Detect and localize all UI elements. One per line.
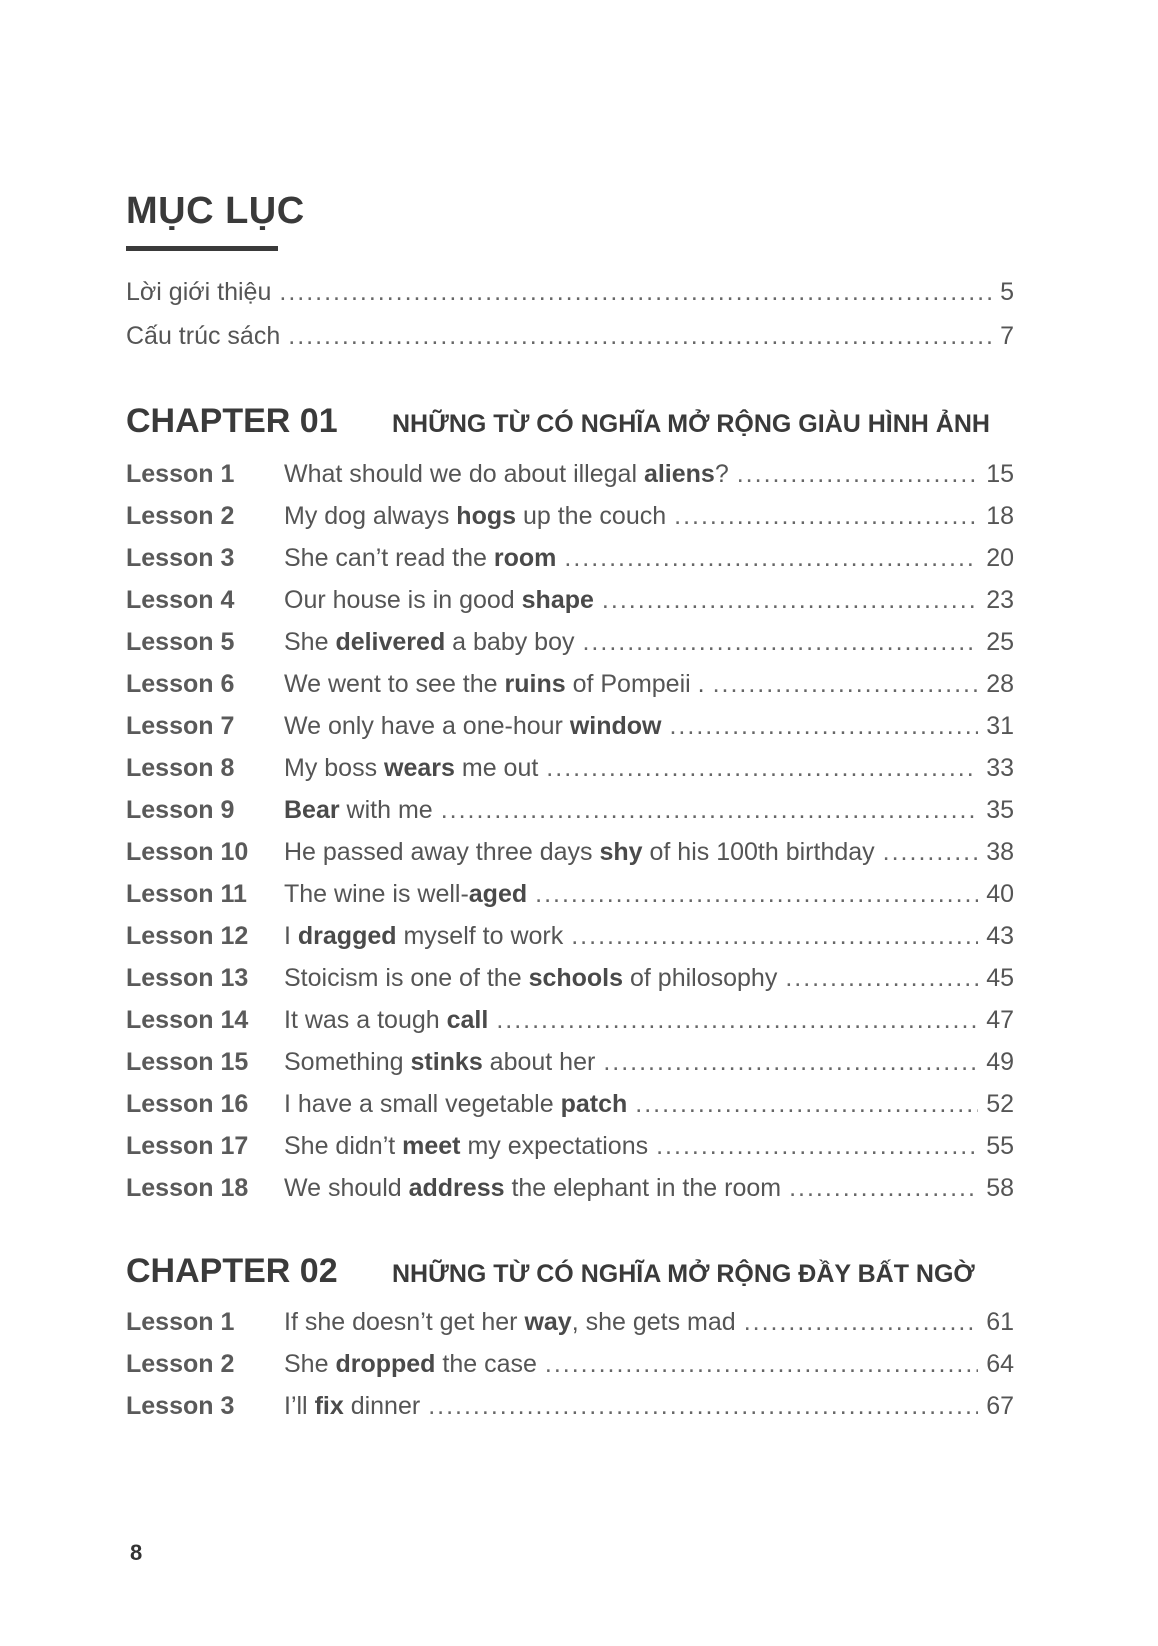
- lesson-keyword: way: [524, 1308, 572, 1336]
- dot-leader: [737, 460, 978, 489]
- lesson-title-pre: Stoicism is one of the: [284, 964, 529, 992]
- lesson-keyword: delivered: [335, 628, 446, 656]
- lesson-title-post: a baby boy: [445, 628, 575, 656]
- lesson-label: Lesson 9: [126, 796, 235, 824]
- toc-title: MỤC LỤC: [126, 190, 305, 232]
- lesson-title-pre: My dog always: [284, 502, 457, 530]
- toc-lesson-entry[interactable]: [126, 670, 1014, 706]
- lesson-title: [284, 796, 433, 825]
- lesson-label: Lesson 17: [126, 1132, 249, 1160]
- lesson-title-post: about her: [482, 1048, 596, 1076]
- lesson-title: [284, 544, 556, 573]
- lesson-title-post: of Pompeii .: [565, 670, 705, 698]
- lesson-label: Lesson 18: [126, 1174, 249, 1202]
- lesson-title: [284, 586, 594, 615]
- lesson-page: 52: [986, 1090, 1014, 1118]
- lesson-title-pre: What should we do about illegal: [284, 460, 644, 488]
- lesson-label: Lesson 3: [126, 1392, 235, 1420]
- lesson-title: [284, 1006, 488, 1035]
- lesson-title: [284, 1308, 736, 1337]
- toc-lesson-entry[interactable]: [126, 1392, 1014, 1428]
- lesson-keyword: patch: [560, 1090, 628, 1118]
- toc-lesson-entry[interactable]: [126, 712, 1014, 748]
- toc-lesson-entry[interactable]: [126, 1308, 1014, 1344]
- lesson-page: 67: [986, 1392, 1014, 1420]
- dot-leader: [571, 922, 978, 951]
- lesson-keyword: shy: [599, 838, 643, 866]
- lesson-page: 31: [986, 712, 1014, 740]
- dot-leader: [441, 796, 979, 825]
- lesson-title: [284, 628, 574, 657]
- lesson-title: [284, 964, 777, 993]
- lesson-page: 15: [986, 460, 1014, 488]
- lesson-title: [284, 1350, 537, 1379]
- dot-leader: [744, 1308, 979, 1337]
- dot-leader: [546, 754, 978, 783]
- lesson-title: [284, 502, 666, 531]
- dot-leader: [564, 544, 978, 573]
- lesson-page: 25: [986, 628, 1014, 656]
- lesson-label: Lesson 1: [126, 1308, 235, 1336]
- lesson-label: Lesson 7: [126, 712, 235, 740]
- lesson-title-post: the elephant in the room: [504, 1174, 782, 1202]
- lesson-page: 20: [986, 544, 1014, 572]
- lesson-title-pre: My boss: [284, 754, 385, 782]
- dot-leader: [789, 1174, 978, 1203]
- toc-lesson-entry[interactable]: [126, 1090, 1014, 1126]
- toc-lesson-entry[interactable]: [126, 460, 1014, 496]
- lesson-label: Lesson 3: [126, 544, 235, 572]
- lesson-label: Lesson 6: [126, 670, 235, 698]
- dot-leader: [428, 1392, 978, 1421]
- lesson-title-post: ?: [714, 460, 729, 488]
- toc-lesson-entry[interactable]: [126, 586, 1014, 622]
- lesson-label: Lesson 11: [126, 880, 247, 908]
- lesson-title-pre: The wine is well-: [284, 880, 469, 908]
- lesson-title-pre: She can’t read the: [284, 544, 494, 572]
- lesson-title-pre: We only have a one-hour: [284, 712, 570, 740]
- lesson-keyword: wears: [384, 754, 455, 782]
- lesson-title: [284, 712, 661, 741]
- lesson-title: [284, 1392, 420, 1421]
- lesson-page: 49: [986, 1048, 1014, 1076]
- lesson-keyword: aged: [468, 880, 528, 908]
- lesson-keyword: fix: [314, 1392, 344, 1420]
- toc-lesson-entry[interactable]: [126, 754, 1014, 790]
- lesson-title-pre: I have a small vegetable: [284, 1090, 561, 1118]
- toc-lesson-entry[interactable]: [126, 1132, 1014, 1168]
- lesson-keyword: dropped: [335, 1350, 436, 1378]
- lesson-keyword: dragged: [297, 922, 397, 950]
- lesson-page: 61: [986, 1308, 1014, 1336]
- lesson-title: [284, 670, 705, 699]
- lesson-page: 28: [986, 670, 1014, 698]
- toc-lesson-entry[interactable]: [126, 922, 1014, 958]
- lesson-title-post: dinner: [343, 1392, 421, 1420]
- dot-leader: [288, 322, 992, 351]
- lesson-title: [284, 1090, 627, 1119]
- chapter-title: NHỮNG TỪ CÓ NGHĨA MỞ RỘNG ĐẦY BẤT NGỜ: [392, 1260, 975, 1288]
- lesson-title-post: of his 100th birthday: [642, 838, 875, 866]
- lesson-label: Lesson 4: [126, 586, 235, 614]
- lesson-title-post: with me: [339, 796, 433, 824]
- lesson-title-pre: Something: [284, 1048, 411, 1076]
- lesson-page: 43: [986, 922, 1014, 950]
- lesson-keyword: meet: [402, 1132, 461, 1160]
- lesson-label: Lesson 1: [126, 460, 235, 488]
- lesson-page: 33: [986, 754, 1014, 782]
- lesson-keyword: window: [569, 712, 662, 740]
- dot-leader: [279, 278, 992, 307]
- lesson-label: Lesson 16: [126, 1090, 249, 1118]
- lesson-label: Lesson 2: [126, 1350, 235, 1378]
- entry-page: 7: [1000, 322, 1014, 350]
- lesson-title: [284, 1048, 595, 1077]
- lesson-page: 40: [986, 880, 1014, 908]
- lesson-label: Lesson 12: [126, 922, 249, 950]
- dot-leader: [669, 712, 978, 741]
- lesson-title-post: me out: [454, 754, 539, 782]
- lesson-label: Lesson 13: [126, 964, 249, 992]
- dot-leader: [785, 964, 978, 993]
- entry-title: Cấu trúc sách: [126, 322, 281, 350]
- lesson-page: 35: [986, 796, 1014, 824]
- lesson-title-post: of philosophy: [623, 964, 778, 992]
- dot-leader: [674, 502, 978, 531]
- toc-lesson-entry[interactable]: [126, 796, 1014, 832]
- toc-lesson-entry[interactable]: [126, 1174, 1014, 1210]
- toc-lesson-entry[interactable]: [126, 502, 1014, 538]
- lesson-keyword: Bear: [284, 796, 340, 824]
- page-number: 8: [130, 1540, 143, 1565]
- lesson-title: [284, 838, 875, 867]
- lesson-title-pre: She: [284, 628, 336, 656]
- lesson-keyword: ruins: [504, 670, 566, 698]
- chapter-heading-01: [126, 402, 1026, 446]
- toc-lesson-entry[interactable]: [126, 1006, 1014, 1042]
- toc-lesson-entry[interactable]: [126, 964, 1014, 1000]
- lesson-title: [284, 1132, 648, 1161]
- toc-entry-intro[interactable]: [126, 278, 1014, 314]
- toc-lesson-entry[interactable]: [126, 880, 1014, 916]
- lesson-title-pre: She didn’t: [284, 1132, 403, 1160]
- entry-page: 5: [1000, 278, 1014, 306]
- lesson-page: 38: [986, 838, 1014, 866]
- lesson-label: Lesson 5: [126, 628, 235, 656]
- dot-leader: [602, 586, 978, 615]
- lesson-page: 58: [986, 1174, 1014, 1202]
- dot-leader: [535, 880, 978, 909]
- lesson-title-post: up the couch: [516, 502, 667, 530]
- lesson-label: Lesson 2: [126, 502, 235, 530]
- lesson-title-pre: It was a tough: [284, 1006, 447, 1034]
- toc-entry-structure[interactable]: [126, 322, 1014, 358]
- lesson-title: [284, 880, 527, 909]
- lesson-title: [284, 922, 563, 951]
- lesson-title-post: myself to work: [396, 922, 564, 950]
- lesson-title-pre: I: [284, 922, 298, 950]
- toc-title-underline: [126, 246, 278, 251]
- toc-lesson-entry[interactable]: [126, 544, 1014, 580]
- lesson-title-pre: He passed away three days: [284, 838, 600, 866]
- lesson-title-pre: We went to see the: [284, 670, 505, 698]
- lesson-page: 23: [986, 586, 1014, 614]
- dot-leader: [883, 838, 979, 867]
- dot-leader: [635, 1090, 978, 1119]
- dot-leader: [582, 628, 978, 657]
- chapter-heading-02: [126, 1252, 1026, 1296]
- lesson-keyword: hogs: [456, 502, 517, 530]
- lesson-keyword: call: [446, 1006, 489, 1034]
- lesson-title: [284, 754, 538, 783]
- toc-lesson-entry[interactable]: [126, 838, 1014, 874]
- lesson-title-post: , she gets mad: [571, 1308, 736, 1336]
- lesson-label: Lesson 15: [126, 1048, 249, 1076]
- lesson-title: [284, 1174, 781, 1203]
- dot-leader: [545, 1350, 978, 1379]
- lesson-title-pre: I’ll: [284, 1392, 315, 1420]
- chapter-label: CHAPTER 02: [126, 1252, 338, 1290]
- toc-lesson-entry[interactable]: [126, 1350, 1014, 1386]
- lesson-title-pre: We should: [284, 1174, 409, 1202]
- lesson-title-post: the case: [435, 1350, 537, 1378]
- lesson-title-pre: If she doesn’t get her: [284, 1308, 525, 1336]
- lesson-page: 64: [986, 1350, 1014, 1378]
- lesson-page: 18: [986, 502, 1014, 530]
- lesson-page: 55: [986, 1132, 1014, 1160]
- lesson-page: 45: [986, 964, 1014, 992]
- lesson-label: Lesson 10: [126, 838, 249, 866]
- toc-lesson-entry[interactable]: [126, 1048, 1014, 1084]
- lesson-keyword: aliens: [643, 460, 715, 488]
- lesson-title-pre: Our house is in good: [284, 586, 522, 614]
- lesson-keyword: stinks: [410, 1048, 483, 1076]
- lesson-title: [284, 460, 729, 489]
- toc-lesson-entry[interactable]: [126, 628, 1014, 664]
- lesson-keyword: address: [408, 1174, 505, 1202]
- dot-leader: [656, 1132, 978, 1161]
- dot-leader: [603, 1048, 978, 1077]
- dot-leader: [496, 1006, 978, 1035]
- dot-leader: [713, 670, 979, 699]
- lesson-title-pre: She: [284, 1350, 336, 1378]
- lesson-keyword: schools: [528, 964, 624, 992]
- chapter-label: CHAPTER 01: [126, 402, 338, 440]
- chapter-title: NHỮNG TỪ CÓ NGHĨA MỞ RỘNG GIÀU HÌNH ẢNH: [392, 410, 990, 438]
- lesson-page: 47: [986, 1006, 1014, 1034]
- lesson-label: Lesson 8: [126, 754, 235, 782]
- lesson-keyword: shape: [521, 586, 594, 614]
- entry-title: Lời giới thiệu: [126, 278, 272, 306]
- lesson-label: Lesson 14: [126, 1006, 249, 1034]
- lesson-title-post: my expectations: [460, 1132, 649, 1160]
- lesson-keyword: room: [493, 544, 557, 572]
